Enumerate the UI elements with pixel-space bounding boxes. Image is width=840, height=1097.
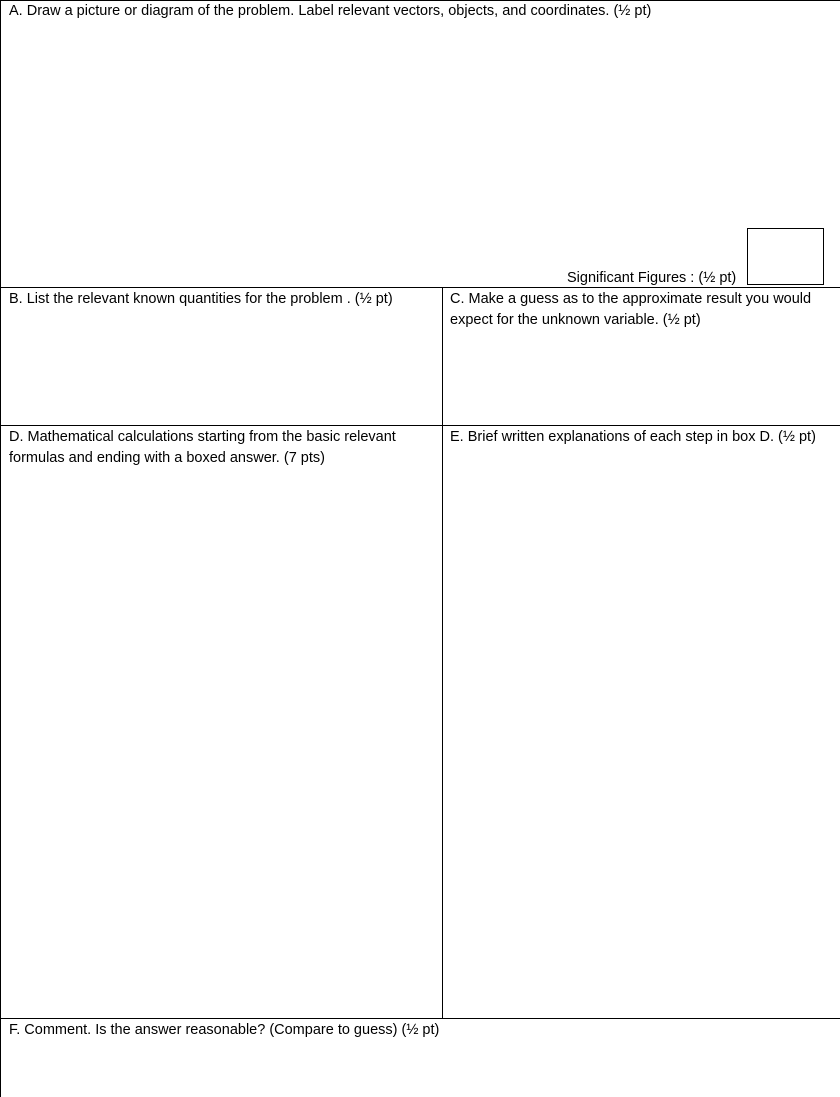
section-d-calculations-area[interactable] — [0, 425, 443, 1019]
significant-figures-label: Significant Figures : (½ pt) — [567, 270, 737, 286]
section-e-explanations-area[interactable] — [442, 425, 840, 1019]
section-d-label: D. Mathematical calculations starting from the basic relevant formulas and ending with a boxed answer. (7 pts) — [9, 429, 396, 466]
section-c-label: C. Make a guess as to the approximate result you would expect for the unknown variable. (½ pt) — [450, 291, 812, 328]
significant-figures-answer-box[interactable] — [747, 228, 824, 285]
section-b-label: B. List the relevant known quantities for the problem . (½ pt) — [9, 291, 393, 307]
section-a-drawing-area[interactable] — [0, 0, 840, 288]
section-a-label: A. Draw a picture or diagram of the problem. Label relevant vectors, objects, and coordinates. (½ pt) — [9, 3, 652, 19]
section-f-label: F. Comment. Is the answer reasonable? (Compare to guess) (½ pt) — [9, 1022, 440, 1038]
section-e-label: E. Brief written explanations of each step in box D. (½ pt) — [450, 429, 816, 445]
